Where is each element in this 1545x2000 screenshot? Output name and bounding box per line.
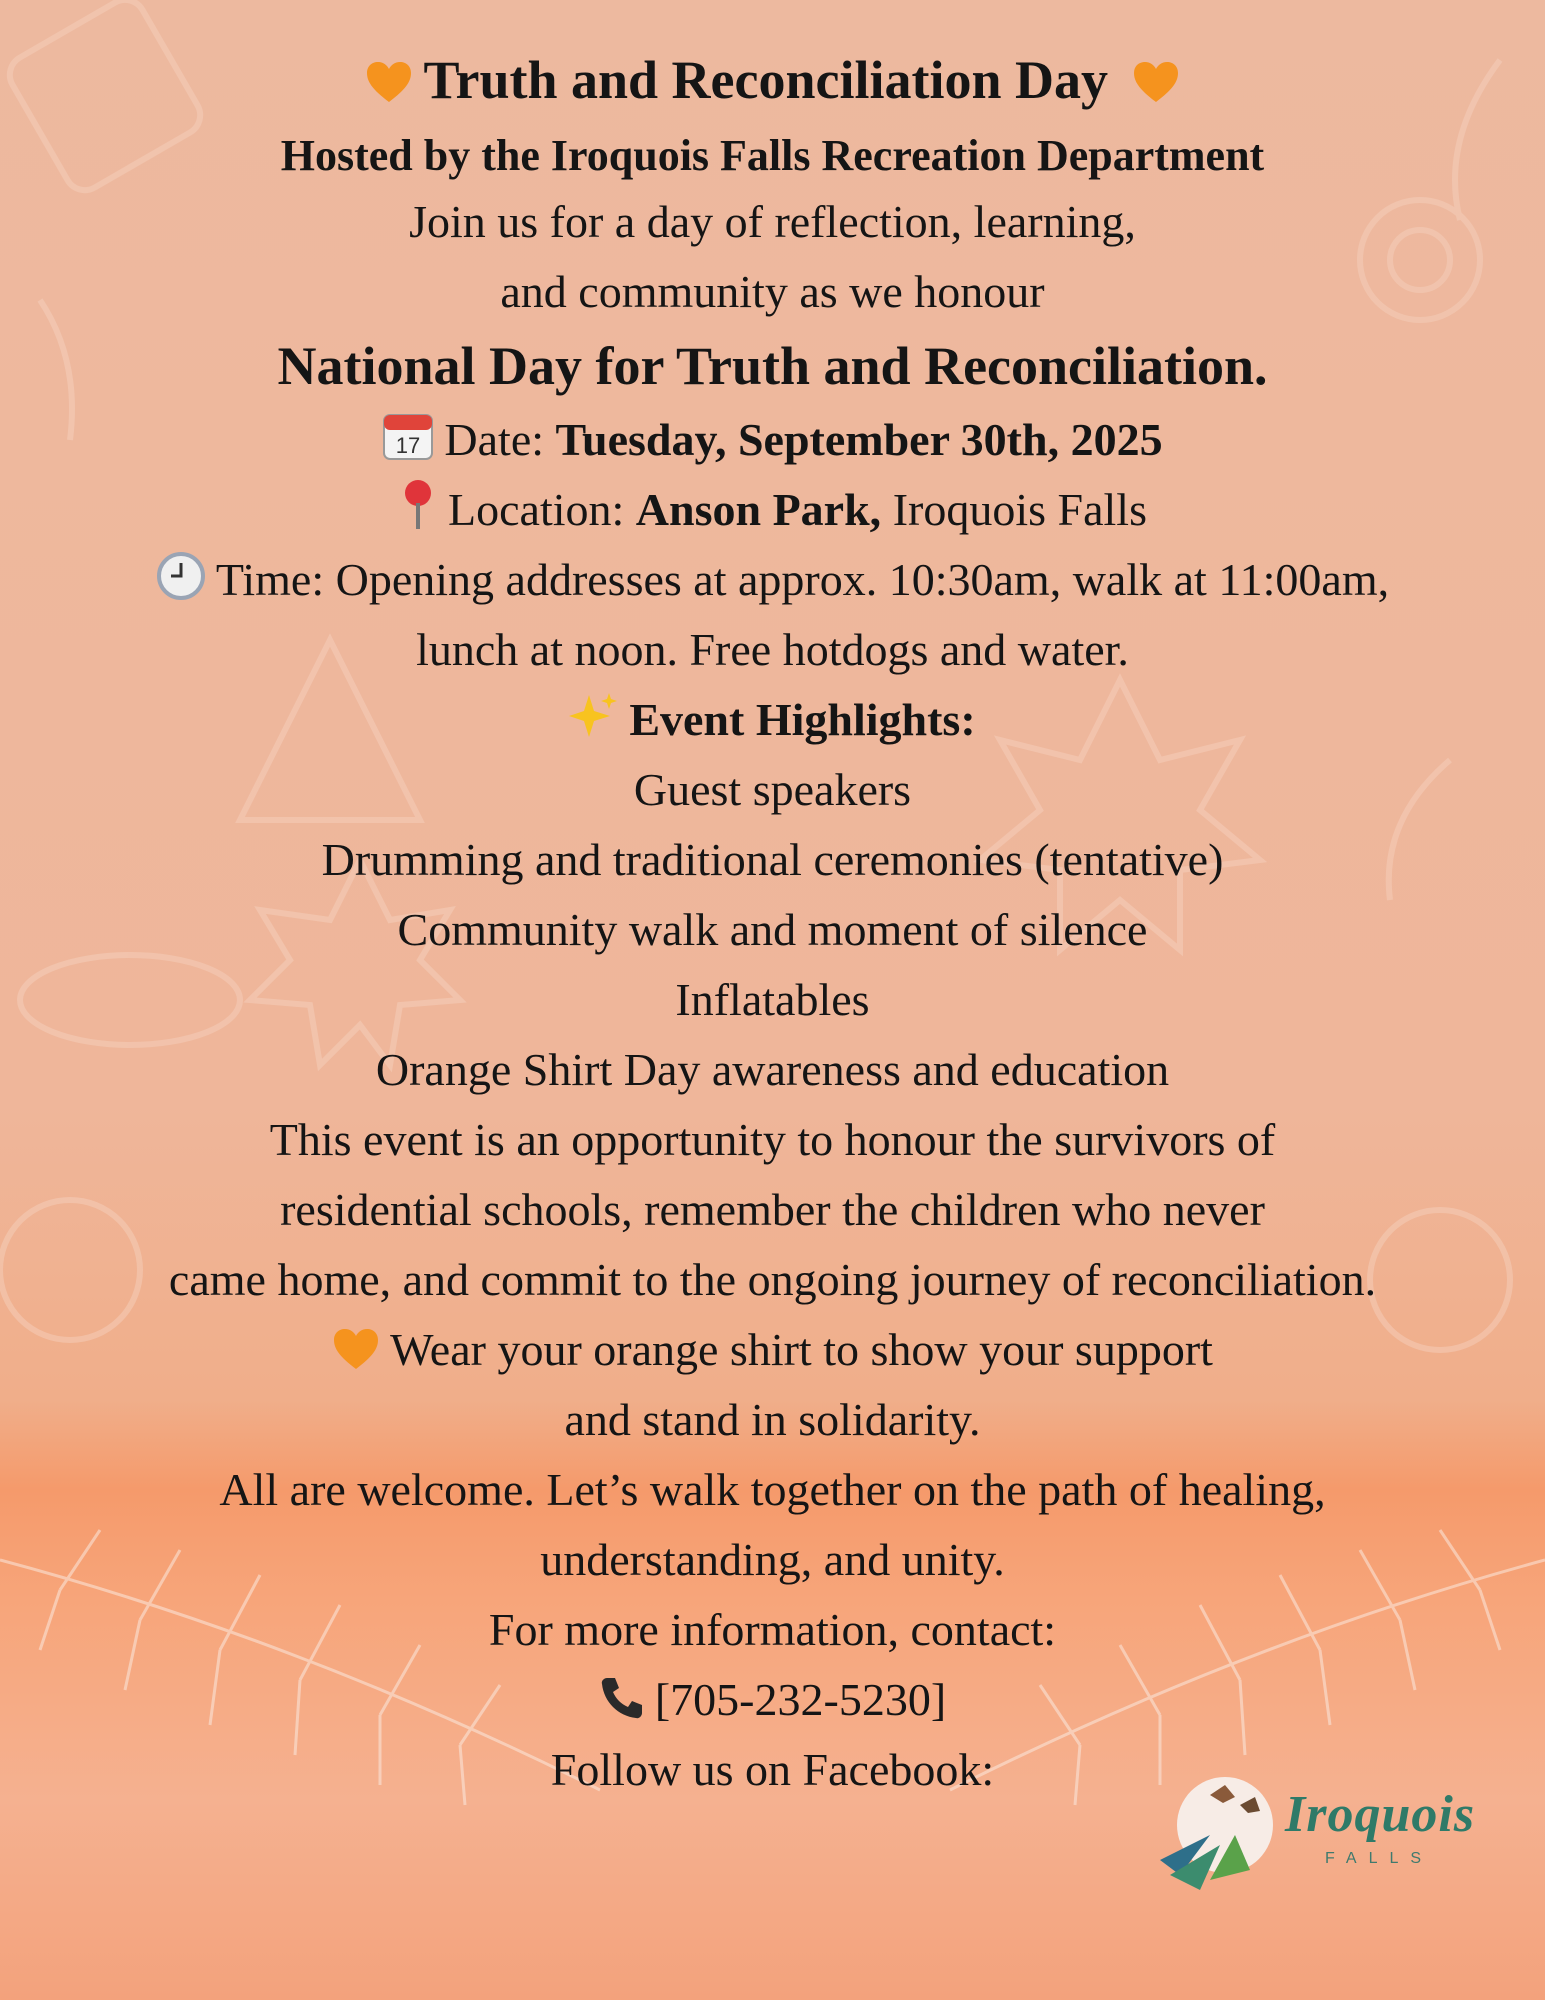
time-line-1: Time: Opening addresses at approx. 10:30am, walk at 11:00am,	[0, 545, 1545, 615]
highlight-item: Orange Shirt Day awareness and education	[375, 1044, 1170, 1095]
location-line: Location: Anson Park, Iroquois Falls	[0, 475, 1545, 545]
purpose-line-2: residential schools, remember the children who never	[280, 1184, 1265, 1235]
logo-subtitle: FALLS	[1325, 1850, 1434, 1867]
purpose-line-1: This event is an opportunity to honour the survivors of	[269, 1114, 1276, 1165]
logo-emblem-icon	[1150, 1765, 1290, 1895]
phone-line	[0, 1665, 1545, 1735]
shirt-line-1: Wear your orange shirt to show your support	[0, 1315, 1545, 1385]
highlight-item: Guest speakers	[633, 764, 912, 815]
welcome-line-1: All are welcome. Let’s walk together on the path of healing,	[219, 1464, 1326, 1515]
shirt-line-2: and stand in solidarity.	[564, 1394, 981, 1445]
clock-icon	[156, 551, 206, 601]
welcome-line-2: understanding, and unity.	[540, 1534, 1005, 1585]
svg-text:17: 17	[396, 433, 421, 458]
phone-icon	[599, 1675, 645, 1721]
event-date: Tuesday, September 30th, 2025	[555, 414, 1163, 465]
orange-heart-icon	[1132, 60, 1180, 104]
iroquois-falls-logo	[1150, 1765, 1480, 1895]
time-line-2: lunch at noon. Free hotdogs and water.	[416, 624, 1129, 675]
phone-number[interactable]: [705-232-5230]	[654, 1674, 947, 1725]
orange-heart-icon	[332, 1327, 380, 1371]
pin-icon	[398, 477, 438, 531]
logo-wordmark: Iroquois	[1285, 1786, 1476, 1843]
contact-label: For more information, contact:	[488, 1604, 1057, 1655]
highlights-heading: Event Highlights:	[0, 685, 1545, 755]
event-location: Anson Park,	[635, 484, 882, 535]
national-day-line: National Day for Truth and Reconciliation.	[277, 336, 1268, 396]
event-title	[0, 35, 1545, 125]
highlight-item: Community walk and moment of silence	[397, 904, 1148, 955]
highlight-item: Drumming and traditional ceremonies (tentative)	[321, 834, 1224, 885]
facebook-line: Follow us on Facebook:	[550, 1744, 995, 1795]
event-title-text: Truth and Reconciliation Day	[423, 50, 1109, 110]
intro-line-2: and community as we honour	[500, 266, 1045, 317]
sparkles-icon	[569, 691, 619, 741]
flyer-content	[0, 35, 1545, 1805]
host-line: Hosted by the Iroquois Falls Recreation Department	[280, 131, 1265, 180]
intro-line-1: Join us for a day of reflection, learning,	[409, 196, 1136, 247]
calendar-icon	[382, 411, 434, 461]
orange-heart-icon	[365, 60, 413, 104]
highlight-item: Inflatables	[675, 974, 870, 1025]
date-line: 17 Date: Tuesday, September 30th, 2025	[0, 405, 1545, 475]
purpose-line-3: came home, and commit to the ongoing journey of reconciliation.	[168, 1254, 1377, 1305]
